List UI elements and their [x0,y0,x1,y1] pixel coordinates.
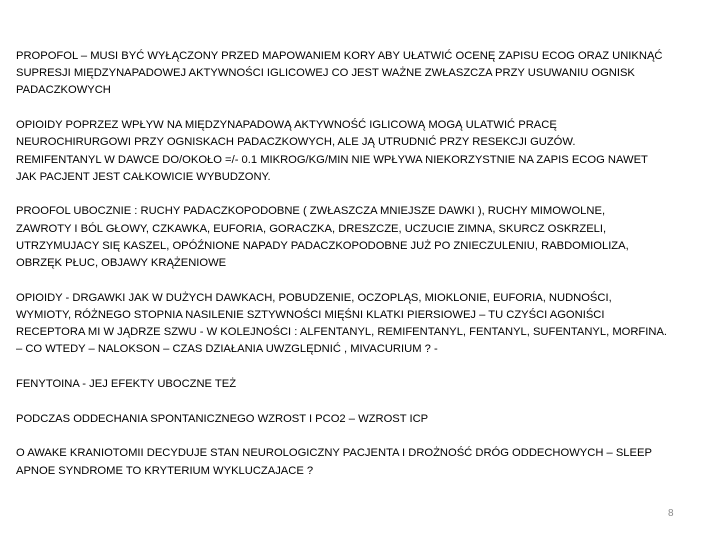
text-line: FENYTOINA - JEJ EFEKTY UBOCZNE TEŻ [16,378,237,391]
text-line: PROPOFOL – MUSI BYĆ WYŁĄCZONY PRZED MAPOWANIEM KORY ABY UŁATWIĆ OCENĘ ZAPISU ECOG ORAZ UNIKNĄĆ [16,50,663,62]
paragraph-spontaneous-breathing [16,411,708,428]
text-line: O AWAKE KRANIOTOMII DECYDUJE STAN NEUROLOGICZNY PACJENTA I DROŻNOŚĆ DRÓG ODDECHOWYCH – SLEEP [16,447,652,460]
paragraph-opioids-side-effects [16,290,708,359]
text-line: OPIOIDY - DRGAWKI JAK W DUŻYCH DAWKACH, POBUDZENIE, OCZOPLĄS, MIOKLONIE, EUFORIA, NUDNOŚCI, [16,291,612,304]
text-line: – CO WTEDY – NALOKSON – CZAS DZIAŁANIA UWZGLĘDNIĆ , MIVACURIUM ? - [16,343,438,356]
text-line: UTRZYMUJACY SIĘ KASZEL, OPÓŹNIONE NAPADY PADACZKOPODOBNE JUŻ PO ZNIECZULENIU, RABDOMIOLIZA, [16,239,629,252]
page-number: 8 [668,508,674,519]
slide-body [16,48,708,480]
text-line: SUPRESJI MIĘDZYNAPADOWEJ AKTYWNOŚCI IGLICOWEJ CO JEST WAŻNE ZWŁASZCZA PRZY USUWANIU OGNISK [16,67,635,80]
text-line: JAK PACJENT JEST CAŁKOWICIE WYBUDZONY. [16,170,271,183]
text-line: NEUROCHIRURGOWI PRZY OGNISKACH PADACZKOWYCH, ALE JĄ UTRUDNIĆ PRZY RESEKCJI GUZÓW. [16,136,576,149]
text-line: APNOE SYNDROME TO KRYTERIUM WYKLUCZAJACE ? [16,464,314,477]
paragraph-propofol [16,48,708,100]
paragraph-awake-craniotomy [16,445,708,479]
text-line: OPIOIDY POPRZEZ WPŁYW NA MIĘDZYNAPADOWĄ AKTYWNOŚĆ IGLICOWĄ MOGĄ ULATWIĆ PRACĘ [16,119,557,132]
text-line: PODCZAS ODDECHANIA SPONTANICZNEGO WZROST I PCO2 – WZROST ICP [16,412,429,425]
text-line: OBRZĘK PŁUC, OBJAWY KRĄŻENIOWE [16,257,227,270]
paragraph-opioids-spike [16,117,708,186]
paragraph-phenytoin [16,376,708,393]
paragraph-propofol-side-effects [16,203,708,272]
text-line: RECEPTORA MI W JĄDRZE SZWU - W KOLEJNOŚCI : ALFENTANYL, REMIFENTANYL, FENTANYL, SUFENTANYL, MORFINA. [16,326,668,339]
text-line: PADACZKOWYCH [16,84,111,97]
text-line: WYMIOTY, RÓŻNEGO STOPNIA NASILENIE SZTYWNOŚCI MIĘŚNI KLATKI PIERSIOWEJ – TU CZYŚCI AGONIŚCI [16,308,605,321]
text-line: PROOFOL UBOCZNIE : RUCHY PADACZKOPODOBNE ( ZWŁASZCZA MNIEJSZE DAWKI ), RUCHY MIMOWOLNE, [16,205,606,218]
text-line: ZAWROTY I BÓL GŁOWY, CZKAWKA, EUFORIA, GORACZKA, DRESZCZE, UCZUCIE ZIMNA, SKURCZ OSKRZELI, [16,222,607,235]
text-line: REMIFENTANYL W DAWCE DO/OKOŁO =/- 0.1 MIKROG/KG/MIN NIE WPŁYWA NIEKORZYSTNIE NA ZAPIS ECOG NAWET [16,153,648,166]
